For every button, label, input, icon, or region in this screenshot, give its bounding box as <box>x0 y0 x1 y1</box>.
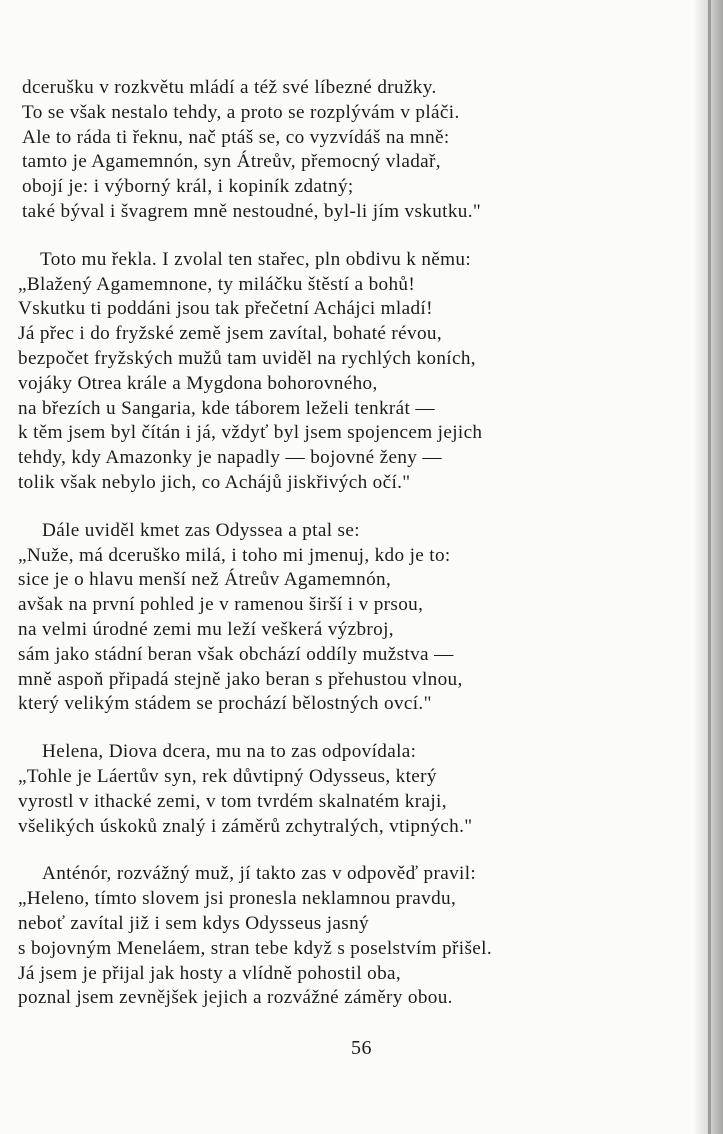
verse-line: Anténór, rozvážný muž, jí takto zas v odpověď pravil: <box>42 863 477 885</box>
page-number: 56 <box>351 1037 372 1059</box>
stanza <box>18 248 598 496</box>
verse-line: tamto je Agamemnón, syn Átreův, přemocný vladař, <box>22 151 441 173</box>
verse-line: s bojovným Meneláem, stran tebe když s poselstvím přišel. <box>18 937 492 959</box>
stanza <box>18 519 598 717</box>
verse-line: vojáky Otrea krále a Mygdona bohorovného, <box>18 372 378 394</box>
poem-text <box>18 76 598 1011</box>
verse-line: poznal jsem zevnějšek jejich a rozvážné záměry obou. <box>18 987 453 1009</box>
verse-line: Já přec i do fryžské země jsem zavítal, bohaté révou, <box>18 323 442 345</box>
verse-line: vyrostl v ithacké zemi, v tom tvrdém skalnatém kraji, <box>18 790 447 812</box>
verse-line: také býval i švagrem mně nestoudné, byl-li jím vskutku." <box>22 200 482 222</box>
verse-line: „Blažený Agamemnone, ty miláčku štěstí a bohů! <box>18 273 416 295</box>
verse-line: obojí je: i výborný král, i kopiník zdatný; <box>22 176 354 198</box>
stanza-gap <box>18 496 598 519</box>
verse-line: k těm jsem byl čítán i já, vždyť byl jsem spojencem jejich <box>18 422 483 444</box>
verse-line: na velmi úrodné zemi mu leží veškerá výzbroj, <box>18 618 394 640</box>
verse-line: bezpočet fryžských mužů tam uviděl na rychlých koních, <box>18 347 476 369</box>
verse-line: na březích u Sangaria, kde táborem leželi tenkrát — <box>18 397 435 419</box>
verse-line: tolik však nebylo jich, co Achájů jiskřivých očí." <box>18 471 411 493</box>
stanza-gap <box>18 225 598 248</box>
stanza-gap <box>18 839 598 862</box>
verse-line: To se však nestalo tehdy, a proto se rozplývám v pláči. <box>22 101 460 123</box>
verse-line: Helena, Diova dcera, mu na to zas odpovídala: <box>42 741 417 763</box>
verse-line: mně aspoň připadá stejně jako beran s přehustou vlnou, <box>18 668 463 690</box>
verse-line: dcerušku v rozkvětu mládí a též své líbezné družky. <box>22 77 437 98</box>
verse-line: Dále uviděl kmet zas Odyssea a ptal se: <box>42 519 360 541</box>
verse-line: Já jsem je přijal jak hosty a vlídně pohostil oba, <box>18 962 402 984</box>
stanza <box>18 740 598 839</box>
book-gutter-line <box>708 0 711 1134</box>
verse-line: všelikých úskoků znalý i záměrů zchytralých, vtipných." <box>18 815 473 837</box>
verse-line: „Nuže, má dceruško milá, i toho mi jmenuj, kdo je to: <box>18 544 451 566</box>
verse-line: neboť zavítal již i sem kdys Odysseus jasný <box>18 912 369 934</box>
verse-line: který velikým stádem se prochází bělostných ovcí." <box>18 693 432 715</box>
verse-line: sám jako stádní beran však obchází oddíly mužstva — <box>18 643 454 665</box>
stanza <box>18 76 598 225</box>
verse-line: avšak na první pohled je v ramenou širší i v prsou, <box>18 594 424 616</box>
verse-line: „Tohle je Láertův syn, rek důvtipný Odysseus, který <box>18 765 437 787</box>
verse-line: Ale to ráda ti řeknu, nač ptáš se, co vyzvídáš na mně: <box>22 126 450 148</box>
stanza-gap <box>18 717 598 740</box>
verse-line: sice je o hlavu menší než Átreův Agamemnón, <box>18 569 392 591</box>
verse-line: „Heleno, tímto slovem jsi pronesla neklamnou pravdu, <box>18 888 457 910</box>
verse-line: Vskutku ti poddáni jsou tak přečetní Achájci mladí! <box>18 298 433 320</box>
stanza <box>18 862 598 1011</box>
verse-line: Toto mu řekla. I zvolal ten stařec, pln obdivu k němu: <box>40 248 472 270</box>
verse-line: tehdy, kdy Amazonky je napadly — bojovné ženy — <box>18 447 442 469</box>
